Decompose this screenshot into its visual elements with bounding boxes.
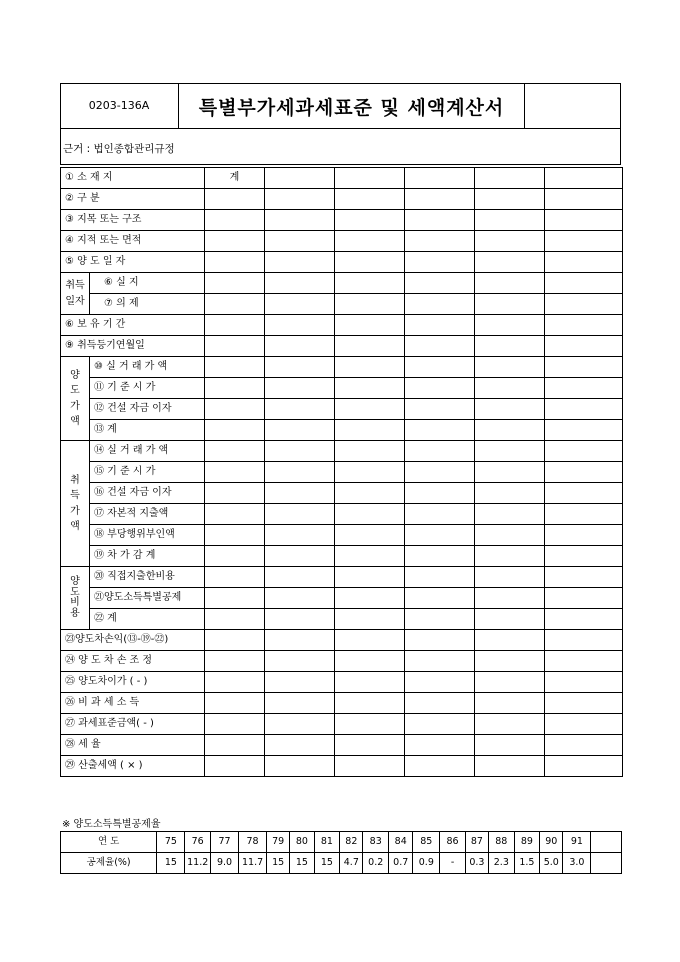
value-cell[interactable]: [545, 273, 623, 294]
value-cell[interactable]: [475, 357, 545, 378]
table-row: [61, 336, 623, 357]
rate-cell: 0.2: [363, 853, 389, 874]
table-row: [61, 714, 623, 735]
deduction-note: ※ 양도소득특별공제율: [62, 819, 161, 830]
year-label: 연 도: [61, 832, 157, 853]
row-label: ㉕ 양도차이가 ( - ): [61, 672, 205, 693]
value-cell[interactable]: [475, 294, 545, 315]
table-row: [61, 252, 623, 273]
value-cell[interactable]: [405, 231, 475, 252]
rate-row: [61, 853, 622, 874]
value-cell[interactable]: [475, 672, 545, 693]
year-cell: 75: [157, 832, 185, 853]
value-cell[interactable]: [405, 588, 475, 609]
table-row: [61, 735, 623, 756]
value-cell[interactable]: [545, 357, 623, 378]
table-row: [61, 315, 623, 336]
value-cell[interactable]: [265, 462, 335, 483]
value-cell[interactable]: [205, 735, 265, 756]
value-cell[interactable]: [405, 567, 475, 588]
year-cell: 82: [340, 832, 363, 853]
table-row: [61, 399, 623, 420]
row-label: ㉒ 계: [90, 609, 205, 630]
rate-cell: 0.3: [465, 853, 488, 874]
value-cell[interactable]: [205, 588, 265, 609]
year-cell: 84: [389, 832, 413, 853]
value-cell[interactable]: [205, 483, 265, 504]
row-label: ㉓양도차손익(⑬-⑲-㉒): [61, 630, 205, 651]
value-cell[interactable]: [205, 567, 265, 588]
value-cell[interactable]: [205, 672, 265, 693]
value-cell[interactable]: [545, 735, 623, 756]
value-cell[interactable]: [335, 273, 405, 294]
value-cell[interactable]: [265, 651, 335, 672]
value-cell[interactable]: [405, 336, 475, 357]
value-cell[interactable]: [545, 546, 623, 567]
value-cell[interactable]: [205, 441, 265, 462]
value-cell[interactable]: [405, 525, 475, 546]
value-cell[interactable]: [545, 693, 623, 714]
value-cell[interactable]: [405, 420, 475, 441]
value-cell[interactable]: [475, 525, 545, 546]
value-cell[interactable]: [335, 462, 405, 483]
value-cell[interactable]: [205, 546, 265, 567]
row-label: ⑲ 차 가 감 계: [90, 546, 205, 567]
group-label-transfer-price: 양 도 가 액: [61, 357, 90, 441]
year-cell: 90: [540, 832, 563, 853]
row-label: ⑫ 건설 자금 이자: [90, 399, 205, 420]
value-cell[interactable]: [545, 252, 623, 273]
value-cell[interactable]: [335, 567, 405, 588]
value-cell[interactable]: [545, 315, 623, 336]
row-label: ⑪ 기 준 시 가: [90, 378, 205, 399]
rate-cell: 5.0: [540, 853, 563, 874]
value-cell[interactable]: [545, 441, 623, 462]
value-cell[interactable]: [335, 630, 405, 651]
value-cell[interactable]: [405, 546, 475, 567]
value-cell[interactable]: [335, 336, 405, 357]
group-label-acq-price: 취 득 가 액: [61, 441, 90, 567]
value-cell[interactable]: [405, 252, 475, 273]
value-cell[interactable]: [545, 210, 623, 231]
rate-cell: 15: [290, 853, 314, 874]
value-cell[interactable]: [265, 567, 335, 588]
group-label-acq-date: 취득 일자: [61, 273, 90, 315]
value-cell[interactable]: [265, 630, 335, 651]
form-code: 0203-136A: [88, 99, 150, 112]
row-label: ⑰ 자본적 지출액: [90, 504, 205, 525]
row-label: ⑳ 직접지출한비용: [90, 567, 205, 588]
value-cell[interactable]: [475, 567, 545, 588]
value-cell[interactable]: [405, 693, 475, 714]
value-cell[interactable]: [545, 336, 623, 357]
value-cell[interactable]: [335, 441, 405, 462]
rate-cell: 15: [314, 853, 340, 874]
value-cell[interactable]: [475, 273, 545, 294]
value-cell[interactable]: [545, 567, 623, 588]
value-cell[interactable]: [545, 504, 623, 525]
value-cell[interactable]: [265, 378, 335, 399]
value-cell[interactable]: [545, 294, 623, 315]
value-cell[interactable]: [405, 462, 475, 483]
value-cell[interactable]: [405, 714, 475, 735]
table-row: [61, 672, 623, 693]
table-row: [61, 504, 623, 525]
row-label: ② 구 분: [61, 189, 205, 210]
value-cell[interactable]: [205, 630, 265, 651]
rate-cell: 11.7: [239, 853, 267, 874]
value-cell[interactable]: [335, 231, 405, 252]
value-cell[interactable]: [405, 672, 475, 693]
table-row: [61, 609, 623, 630]
value-cell[interactable]: [405, 630, 475, 651]
row-label: ③ 지목 또는 구조: [61, 210, 205, 231]
table-row: [61, 441, 623, 462]
rate-label: 공제율(%): [61, 853, 157, 874]
table-row: [61, 273, 623, 294]
value-cell[interactable]: [475, 609, 545, 630]
value-cell[interactable]: [475, 441, 545, 462]
value-cell[interactable]: [405, 735, 475, 756]
value-cell[interactable]: [265, 357, 335, 378]
year-cell: 78: [239, 832, 267, 853]
value-cell[interactable]: [205, 651, 265, 672]
table-row: [61, 168, 623, 189]
value-cell[interactable]: [265, 588, 335, 609]
value-cell[interactable]: [475, 168, 545, 189]
value-cell[interactable]: [205, 294, 265, 315]
value-cell[interactable]: [205, 357, 265, 378]
row-label: ⑨ 취득등기연월일: [61, 336, 205, 357]
value-cell[interactable]: [405, 651, 475, 672]
value-cell[interactable]: [475, 588, 545, 609]
value-cell[interactable]: [335, 756, 405, 777]
value-cell[interactable]: [335, 588, 405, 609]
value-cell[interactable]: [545, 378, 623, 399]
table-row: [61, 210, 623, 231]
row-label: ㉗ 과세표준금액( - ): [61, 714, 205, 735]
value-cell[interactable]: [205, 210, 265, 231]
rate-cell: 11.2: [185, 853, 211, 874]
row-label: ⑬ 계: [90, 420, 205, 441]
year-cell: 80: [290, 832, 314, 853]
value-cell[interactable]: [205, 336, 265, 357]
value-cell[interactable]: [545, 756, 623, 777]
table-row: [61, 420, 623, 441]
value-cell[interactable]: [265, 252, 335, 273]
value-cell[interactable]: [335, 168, 405, 189]
value-cell[interactable]: [475, 504, 545, 525]
value-cell[interactable]: [545, 483, 623, 504]
value-cell[interactable]: [265, 756, 335, 777]
value-cell[interactable]: [205, 315, 265, 336]
value-cell[interactable]: [265, 483, 335, 504]
value-cell[interactable]: [265, 315, 335, 336]
value-cell[interactable]: [205, 525, 265, 546]
row-label: ⑭ 실 거 래 가 액: [90, 441, 205, 462]
value-cell[interactable]: [205, 756, 265, 777]
deduction-table: [60, 831, 622, 874]
value-cell[interactable]: [265, 231, 335, 252]
value-cell[interactable]: [335, 378, 405, 399]
value-cell[interactable]: [545, 462, 623, 483]
table-row: [61, 567, 623, 588]
value-cell[interactable]: [205, 273, 265, 294]
value-cell[interactable]: [335, 609, 405, 630]
total-header: 계: [205, 168, 265, 189]
value-cell[interactable]: [205, 231, 265, 252]
year-cell: 77: [211, 832, 239, 853]
table-row: [61, 357, 623, 378]
rate-cell: [591, 853, 622, 874]
value-cell[interactable]: [475, 336, 545, 357]
value-cell[interactable]: [205, 420, 265, 441]
table-row: [61, 294, 623, 315]
value-cell[interactable]: [265, 672, 335, 693]
value-cell[interactable]: [335, 714, 405, 735]
value-cell[interactable]: [205, 378, 265, 399]
year-cell: 91: [563, 832, 591, 853]
value-cell[interactable]: [335, 210, 405, 231]
year-cell: 76: [185, 832, 211, 853]
header-divider-right: [524, 83, 525, 129]
value-cell[interactable]: [405, 357, 475, 378]
value-cell[interactable]: [405, 483, 475, 504]
table-row: [61, 630, 623, 651]
table-row: [61, 525, 623, 546]
value-cell[interactable]: [335, 357, 405, 378]
rate-cell: 0.7: [389, 853, 413, 874]
year-cell: 79: [267, 832, 290, 853]
value-cell[interactable]: [405, 189, 475, 210]
value-cell[interactable]: [335, 483, 405, 504]
value-cell[interactable]: [265, 336, 335, 357]
value-cell[interactable]: [545, 588, 623, 609]
year-cell: 86: [440, 832, 466, 853]
value-cell[interactable]: [335, 525, 405, 546]
rate-cell: 4.7: [340, 853, 363, 874]
value-cell[interactable]: [545, 672, 623, 693]
row-label: ㉖ 비 과 세 소 득: [61, 693, 205, 714]
row-label: ⑥ 실 지: [90, 273, 205, 294]
value-cell[interactable]: [265, 441, 335, 462]
value-cell[interactable]: [405, 399, 475, 420]
value-cell[interactable]: [405, 441, 475, 462]
row-label: ㉙ 산출세액 ( × ): [61, 756, 205, 777]
table-row: [61, 231, 623, 252]
value-cell[interactable]: [475, 714, 545, 735]
rate-cell: 9.0: [211, 853, 239, 874]
value-cell[interactable]: [405, 168, 475, 189]
value-cell[interactable]: [265, 189, 335, 210]
value-cell[interactable]: [205, 462, 265, 483]
value-cell[interactable]: [205, 189, 265, 210]
rate-cell: 2.3: [489, 853, 515, 874]
value-cell[interactable]: [335, 189, 405, 210]
year-cell: 89: [514, 832, 540, 853]
row-label: ⑯ 건설 자금 이자: [90, 483, 205, 504]
value-cell[interactable]: [545, 714, 623, 735]
value-cell[interactable]: [545, 189, 623, 210]
value-cell[interactable]: [265, 294, 335, 315]
value-cell[interactable]: [265, 168, 335, 189]
year-cell: 83: [363, 832, 389, 853]
year-cell: 88: [489, 832, 515, 853]
main-table: [60, 167, 623, 777]
year-cell: 87: [465, 832, 488, 853]
rate-cell: 1.5: [514, 853, 540, 874]
table-row: [61, 756, 623, 777]
value-cell[interactable]: [545, 231, 623, 252]
value-cell[interactable]: [545, 399, 623, 420]
value-cell[interactable]: [475, 483, 545, 504]
row-label: ㉘ 세 율: [61, 735, 205, 756]
page-title: 특별부가세과세표준 및 세액계산서: [198, 97, 505, 119]
table-row: [61, 189, 623, 210]
value-cell[interactable]: [335, 315, 405, 336]
rate-cell: 15: [267, 853, 290, 874]
year-cell: 85: [413, 832, 440, 853]
value-cell[interactable]: [335, 294, 405, 315]
value-cell[interactable]: [545, 609, 623, 630]
basis-text: 근거 : 법인종합관리규정: [63, 143, 175, 155]
value-cell[interactable]: [475, 756, 545, 777]
value-cell[interactable]: [265, 546, 335, 567]
value-cell[interactable]: [475, 189, 545, 210]
value-cell[interactable]: [405, 756, 475, 777]
rate-cell: 0.9: [413, 853, 440, 874]
value-cell[interactable]: [335, 504, 405, 525]
group-label-transfer-cost: 양 도 비 용: [61, 567, 90, 630]
value-cell[interactable]: [475, 252, 545, 273]
value-cell[interactable]: [335, 420, 405, 441]
value-cell[interactable]: [475, 231, 545, 252]
row-label: ⑮ 기 준 시 가: [90, 462, 205, 483]
value-cell[interactable]: [205, 504, 265, 525]
value-cell[interactable]: [475, 693, 545, 714]
rate-cell: 3.0: [563, 853, 591, 874]
value-cell[interactable]: [405, 504, 475, 525]
value-cell[interactable]: [265, 714, 335, 735]
value-cell[interactable]: [405, 210, 475, 231]
value-cell[interactable]: [405, 273, 475, 294]
value-cell[interactable]: [265, 735, 335, 756]
value-cell[interactable]: [545, 168, 623, 189]
table-row: [61, 588, 623, 609]
value-cell[interactable]: [335, 672, 405, 693]
value-cell[interactable]: [475, 378, 545, 399]
table-row: [61, 462, 623, 483]
value-cell[interactable]: [205, 399, 265, 420]
value-cell[interactable]: [475, 210, 545, 231]
value-cell[interactable]: [265, 504, 335, 525]
row-label: ㉔ 양 도 차 손 조 정: [61, 651, 205, 672]
row-label: ⑩ 실 거 래 가 액: [90, 357, 205, 378]
row-label: ⑤ 양 도 일 자: [61, 252, 205, 273]
row-label: ④ 지적 또는 면적: [61, 231, 205, 252]
value-cell[interactable]: [475, 546, 545, 567]
value-cell[interactable]: [475, 651, 545, 672]
value-cell[interactable]: [475, 630, 545, 651]
value-cell[interactable]: [405, 294, 475, 315]
value-cell[interactable]: [265, 210, 335, 231]
year-row: [61, 832, 622, 853]
value-cell[interactable]: [265, 693, 335, 714]
value-cell[interactable]: [205, 693, 265, 714]
value-cell[interactable]: [405, 315, 475, 336]
value-cell[interactable]: [335, 651, 405, 672]
value-cell[interactable]: [205, 714, 265, 735]
rate-cell: 15: [157, 853, 185, 874]
table-row: [61, 546, 623, 567]
value-cell[interactable]: [545, 525, 623, 546]
row-label: ⑥ 보 유 기 간: [61, 315, 205, 336]
table-row: [61, 483, 623, 504]
value-cell[interactable]: [475, 735, 545, 756]
rate-cell: -: [440, 853, 466, 874]
year-cell: [591, 832, 622, 853]
value-cell[interactable]: [335, 693, 405, 714]
value-cell[interactable]: [475, 462, 545, 483]
value-cell[interactable]: [265, 525, 335, 546]
row-label: ⑱ 부당행위부인액: [90, 525, 205, 546]
value-cell[interactable]: [335, 735, 405, 756]
row-label: ① 소 재 지: [61, 168, 205, 189]
table-row: [61, 651, 623, 672]
value-cell[interactable]: [205, 609, 265, 630]
year-cell: 81: [314, 832, 340, 853]
value-cell[interactable]: [205, 252, 265, 273]
value-cell[interactable]: [545, 420, 623, 441]
value-cell[interactable]: [405, 378, 475, 399]
value-cell[interactable]: [265, 399, 335, 420]
table-row: [61, 378, 623, 399]
value-cell[interactable]: [335, 252, 405, 273]
value-cell[interactable]: [405, 609, 475, 630]
value-cell[interactable]: [545, 630, 623, 651]
value-cell[interactable]: [335, 399, 405, 420]
table-row: [61, 693, 623, 714]
value-cell[interactable]: [335, 546, 405, 567]
value-cell[interactable]: [545, 651, 623, 672]
value-cell[interactable]: [265, 609, 335, 630]
value-cell[interactable]: [475, 420, 545, 441]
value-cell[interactable]: [265, 420, 335, 441]
value-cell[interactable]: [475, 315, 545, 336]
value-cell[interactable]: [475, 399, 545, 420]
row-label: ⑦ 의 제: [90, 294, 205, 315]
row-label: ㉑양도소득특별공제: [90, 588, 205, 609]
value-cell[interactable]: [265, 273, 335, 294]
